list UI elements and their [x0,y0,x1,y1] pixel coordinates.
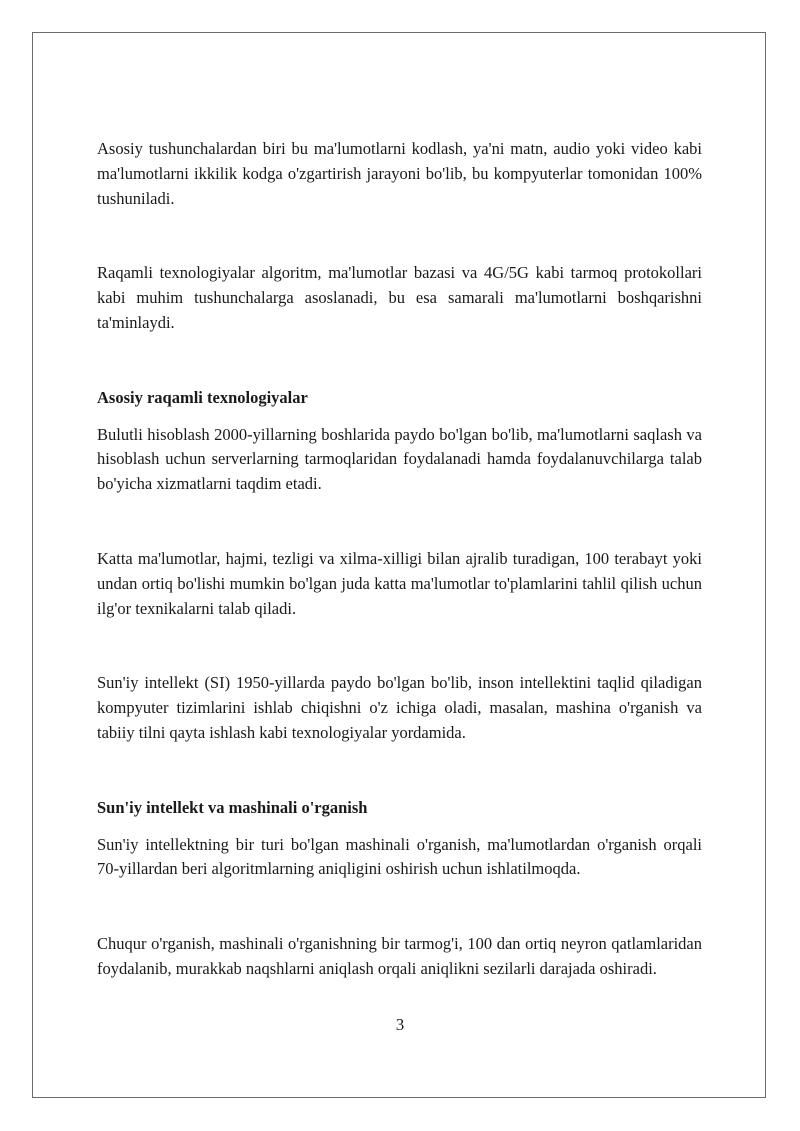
paragraph-digital-tech-concepts: Raqamli texnologiyalar algoritm, ma'lumotlar bazasi va 4G/5G kabi tarmoq protokollari kabi muhim tushunchalarga asoslanadi, bu esa samarali ma'lumotlarni boshqarishni ta'minlaydi. [97,263,702,332]
page-number: 3 [395,1015,405,1034]
paragraph-machine-learning: Sun'iy intellektning bir turi bo'lgan mashinali o'rganish, ma'lumotlardan o'rganish orqali 70-yillardan beri algoritmlarning aniqligini oshirish uchun ishlatilmoqda. [97,834,702,879]
section-heading-digital-tech: Asosiy raqamli texnologiyalar [97,387,308,407]
paragraph-big-data: Katta ma'lumotlar, hajmi, tezligi va xilma-xilligi bilan ajralib turadigan, 100 terabayt yoki undan ortiq bo'lishi mumkin bo'lgan juda katta ma'lumotlar to'plamlarini tahlil qilish uchun ilg'or texnikalarni talab qiladi. [97,548,702,618]
section-heading-ai-ml: Sun'iy intellekt va mashinali o'rganish [97,797,368,817]
paragraph-cloud-computing: Bulutli hisoblash 2000-yillarning boshlarida paydo bo'lgan bo'lib, ma'lumotlarni saqlash va hisoblash uchun serverlarning tarmoqlaridan foydalanadi hamda foydalanuvchilarga talab bo'yicha xizmatlarni taqdim etadi. [97,424,702,494]
paragraph-data-encoding: Asosiy tushunchalardan biri bu ma'lumotlarni kodlash, ya'ni matn, audio yoki video kabi ma'lumotlarni ikkilik kodga o'zgartirish jarayoni bo'lib, bu kompyuterlar tomonidan 100% tushuniladi. [97,139,702,208]
document-body [97,137,702,982]
paragraph-deep-learning: Chuqur o'rganish, mashinali o'rganishning bir tarmog'i, 100 dan ortiq neyron qatlamlaridan foydalanib, murakkab naqshlarni aniqlash orqali aniqlikni sezilarli darajada oshiradi. [97,934,702,978]
paragraph-artificial-intelligence: Sun'iy intellekt (SI) 1950-yillarda paydo bo'lgan bo'lib, inson intellektini taqlid qiladigan kompyuter tizimlarini ishlab chiqishni o'z ichiga oladi, masalan, mashina o'rganish va tabiiy tilni qayta ishlash kabi texnologiyalar yordamida. [97,673,702,742]
